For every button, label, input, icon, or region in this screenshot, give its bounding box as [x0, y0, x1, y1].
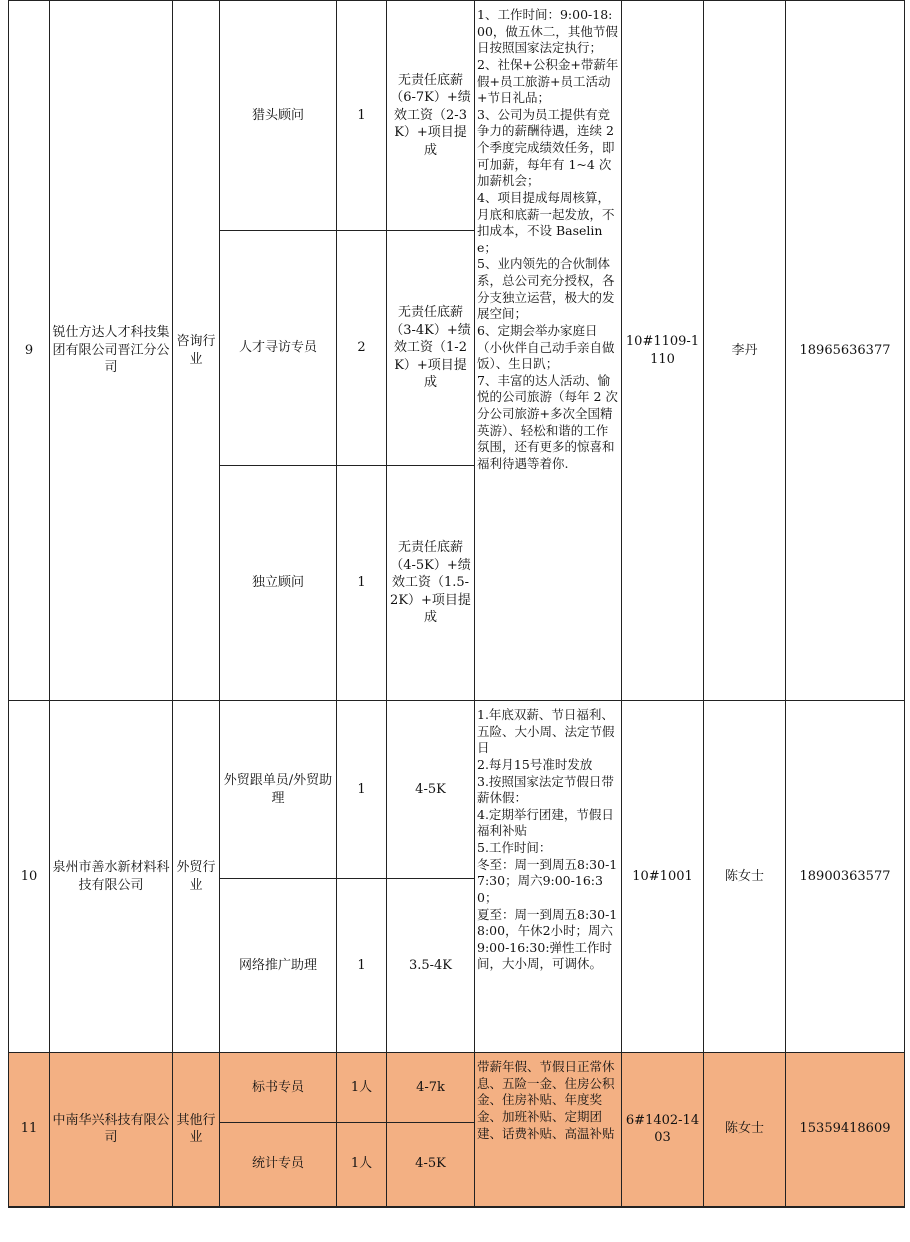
position-count: 2 [337, 231, 387, 466]
booth-number: 6#1402-1403 [622, 1053, 704, 1207]
contact-person: 李丹 [704, 1, 786, 701]
industry: 其他行业 [173, 1053, 220, 1207]
position-count: 1 [337, 701, 387, 879]
industry: 外贸行业 [173, 701, 220, 1053]
row-number: 9 [9, 1, 50, 701]
position-count: 1 [337, 466, 387, 701]
company-name: 锐仕方达人才科技集团有限公司晋江分公司 [50, 1, 173, 701]
company-name: 泉州市善水新材料科技有限公司 [50, 701, 173, 1053]
position-title: 人才寻访专员 [220, 231, 337, 466]
position-salary: 4-7k [387, 1053, 475, 1123]
position-title: 猎头顾问 [220, 1, 337, 231]
contact-phone: 18900363577 [786, 701, 905, 1053]
contact-person: 陈女士 [704, 701, 786, 1053]
table-row [9, 701, 905, 879]
position-salary: 无责任底薪（6-7K）+绩效工资（2-3K）+项目提成 [387, 1, 475, 231]
contact-phone: 18965636377 [786, 1, 905, 701]
position-count: 1 [337, 1, 387, 231]
booth-number: 10#1109-1110 [622, 1, 704, 701]
benefits: 1.年底双薪、节日福利、五险、大小周、法定节假日 2.每月15号准时发放 3.按照国家法定节假日带薪休假： 4.定期举行团建，节假日福利补贴 5.工作时间： 冬至：周一到周五8:30-17:30；周六9:00-16:30； 夏至：周一到周五8:30-18:00，午休2小时；周六9:00-16:30:弹性工作时间，大小周，可调休。 [475, 701, 622, 1053]
position-salary: 4-5K [387, 701, 475, 879]
position-title: 统计专员 [220, 1123, 337, 1207]
row-number: 10 [9, 701, 50, 1053]
position-count: 1人 [337, 1123, 387, 1207]
position-title: 标书专员 [220, 1053, 337, 1123]
position-title: 独立顾问 [220, 466, 337, 701]
booth-number: 10#1001 [622, 701, 704, 1053]
benefits: 1、工作时间：9:00-18:00，做五休二，其他节假日按照国家法定执行； 2、社保+公积金+带薪年假+员工旅游+员工活动+节日礼品； 3、公司为员工提供有竞争力的薪酬待遇，连续 2 个季度完成绩效任务，即可加薪，每年有 1~4 次加薪机会； 4、项目提成每周核算，月底和底薪一起发放，不扣成本，不设 Baseline； 5、业内领先的合伙制体系，总公司充分授权，各分支独立运营，极大的发展空间； 6、定期会举办家庭日（小伙伴自己动手亲自做饭）、生日趴； 7、丰富的达人活动、愉悦的公司旅游（每年 2 次分公司旅游+多次全国精英游）、轻松和谐的工作氛围，还有更多的惊喜和福利待遇等着你. [475, 1, 622, 701]
company-name: 中南华兴科技有限公司 [50, 1053, 173, 1207]
benefits: 带薪年假、节假日正常休息、五险一金、住房公积金、住房补贴、年度奖金、加班补贴、定期团建、话费补贴、高温补贴 [475, 1053, 622, 1207]
industry: 咨询行业 [173, 1, 220, 701]
position-salary: 无责任底薪（4-5K）+绩效工资（1.5-2K）+项目提成 [387, 466, 475, 701]
position-salary: 无责任底薪（3-4K）+绩效工资（1-2K）+项目提成 [387, 231, 475, 466]
contact-phone: 15359418609 [786, 1053, 905, 1207]
position-title: 外贸跟单员/外贸助理 [220, 701, 337, 879]
row-number: 11 [9, 1053, 50, 1207]
table-row [9, 1053, 905, 1123]
contact-person: 陈女士 [704, 1053, 786, 1207]
position-salary: 4-5K [387, 1123, 475, 1207]
position-count: 1 [337, 879, 387, 1053]
position-title: 网络推广助理 [220, 879, 337, 1053]
table-row [9, 1, 905, 231]
position-salary: 3.5-4K [387, 879, 475, 1053]
job-listing-table [8, 0, 905, 1208]
position-count: 1人 [337, 1053, 387, 1123]
